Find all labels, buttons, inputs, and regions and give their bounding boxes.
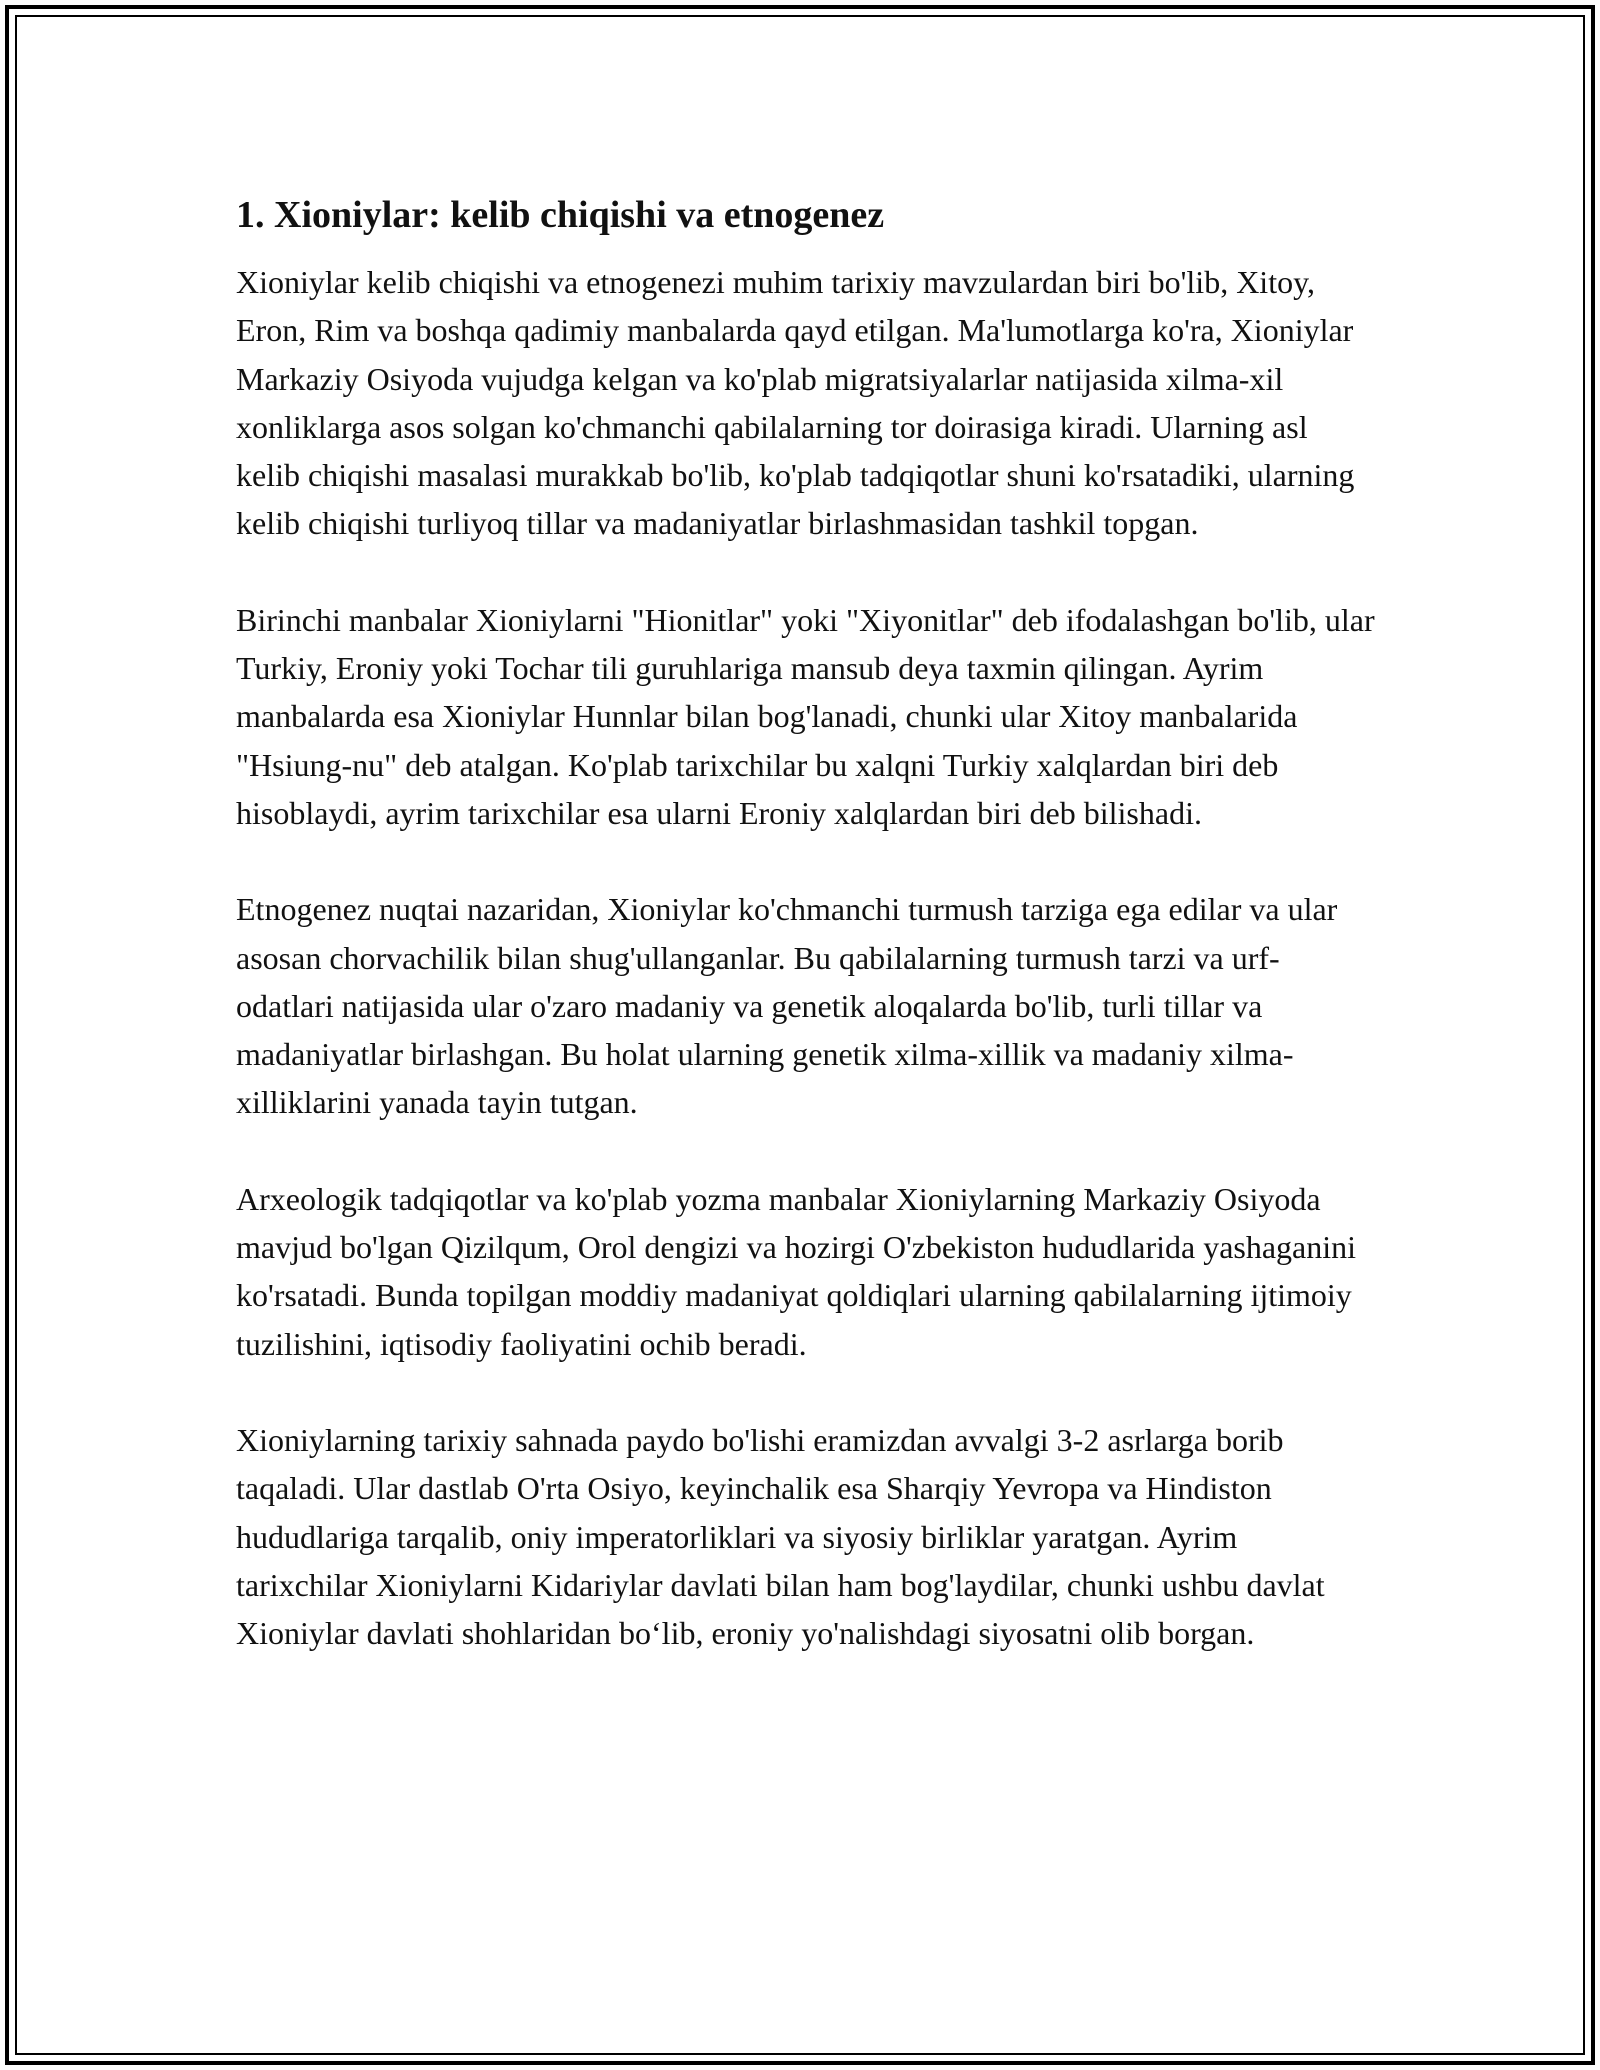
paragraph-archaeology: Arxeologik tadqiqotlar va ko'plab yozma manbalar Xioniylarning Markaziy Osiyoda mavjud bo'lgan Qizilqum, Orol dengizi va hozirgi O'zbekiston hududlarida yashaganini ko'rsatadi. Bunda topilgan moddiy madaniyat qoldiqlari ularning qabilalarning ijtimoiy tuzilishini, iqtisodiy faoliyatini ochib beradi.: [236, 1180, 1357, 1362]
paragraph-historical-stage: Xioniylarning tarixiy sahnada paydo bo'lishi eramizdan avvalgi 3-2 asrlarga borib taqaladi. Ular dastlab O'rta Osiyo, keyinchalik esa Sharqiy Yevropa va Hindiston hududlariga tarqalib, oniy imperatorliklari va siyosiy birliklar yaratgan. Ayrim tarixchilar Xioniylarni Kidariylar davlati bilan ham bog'laydilar, chunki ushbu davlat Xioniylar davlati shohlaridan bo‘lib, eroniy yo'nalishdagi siyosatni olib borgan.: [236, 1421, 1325, 1652]
section-heading: 1. Xioniylar: kelib chiqishi va etnogenez: [236, 194, 885, 236]
document-body: [236, 188, 1376, 1657]
paragraph-origin: Xioniylar kelib chiqishi va etnogenezi muhim tarixiy mavzulardan biri bo'lib, Xitoy, Eron, Rim va boshqa qadimiy manbalarda qayd etilgan. Ma'lumotlarga ko'ra, Xioniylar Markaziy Osiyoda vujudga kelgan va ko'plab migratsiyalarlar natijasida xilma-xil xonliklarga asos solgan ko'chmanchi qabilalarning tor doirasiga kiradi. Ularning asl kelib chiqishi masalasi murakkab bo'lib, ko'plab tadqiqotlar shuni ko'rsatadiki, ularning kelib chiqishi turliyoq tillar va madaniyatlar birlashmasidan tashkil topgan.: [236, 264, 1355, 542]
paragraph-ethnogenesis: Etnogenez nuqtai nazaridan, Xioniylar ko'chmanchi turmush tarziga ega edilar va ular asosan chorvachilik bilan shug'ullanganlar. Bu qabilalarning turmush tarzi va urf-odatlari natijasida ular o'zaro madaniy va genetik aloqalarda bo'lib, turli tillar va madaniyatlar birlashgan. Bu holat ularning genetik xilma-xillik va madaniy xilma-xilliklarini yanada tayin tutgan.: [236, 891, 1338, 1121]
paragraph-first-sources: Birinchi manbalar Xioniylarni "Hionitlar" yoki "Xiyonitlar" deb ifodalashgan bo'lib, ular Turkiy, Eroniy yoki Tochar tili guruhlariga mansub deya taxmin qilingan. Ayrim manbalarda esa Xioniylar Hunnlar bilan bog'lanadi, chunki ular Xitoy manbalarida "Hsiung-nu" deb atalgan. Ko'plab tarixchilar bu xalqni Turkiy xalqlardan biri deb hisoblaydi, ayrim tarixchilar esa ularni Eroniy xalqlardan biri deb bilishadi.: [236, 601, 1375, 831]
